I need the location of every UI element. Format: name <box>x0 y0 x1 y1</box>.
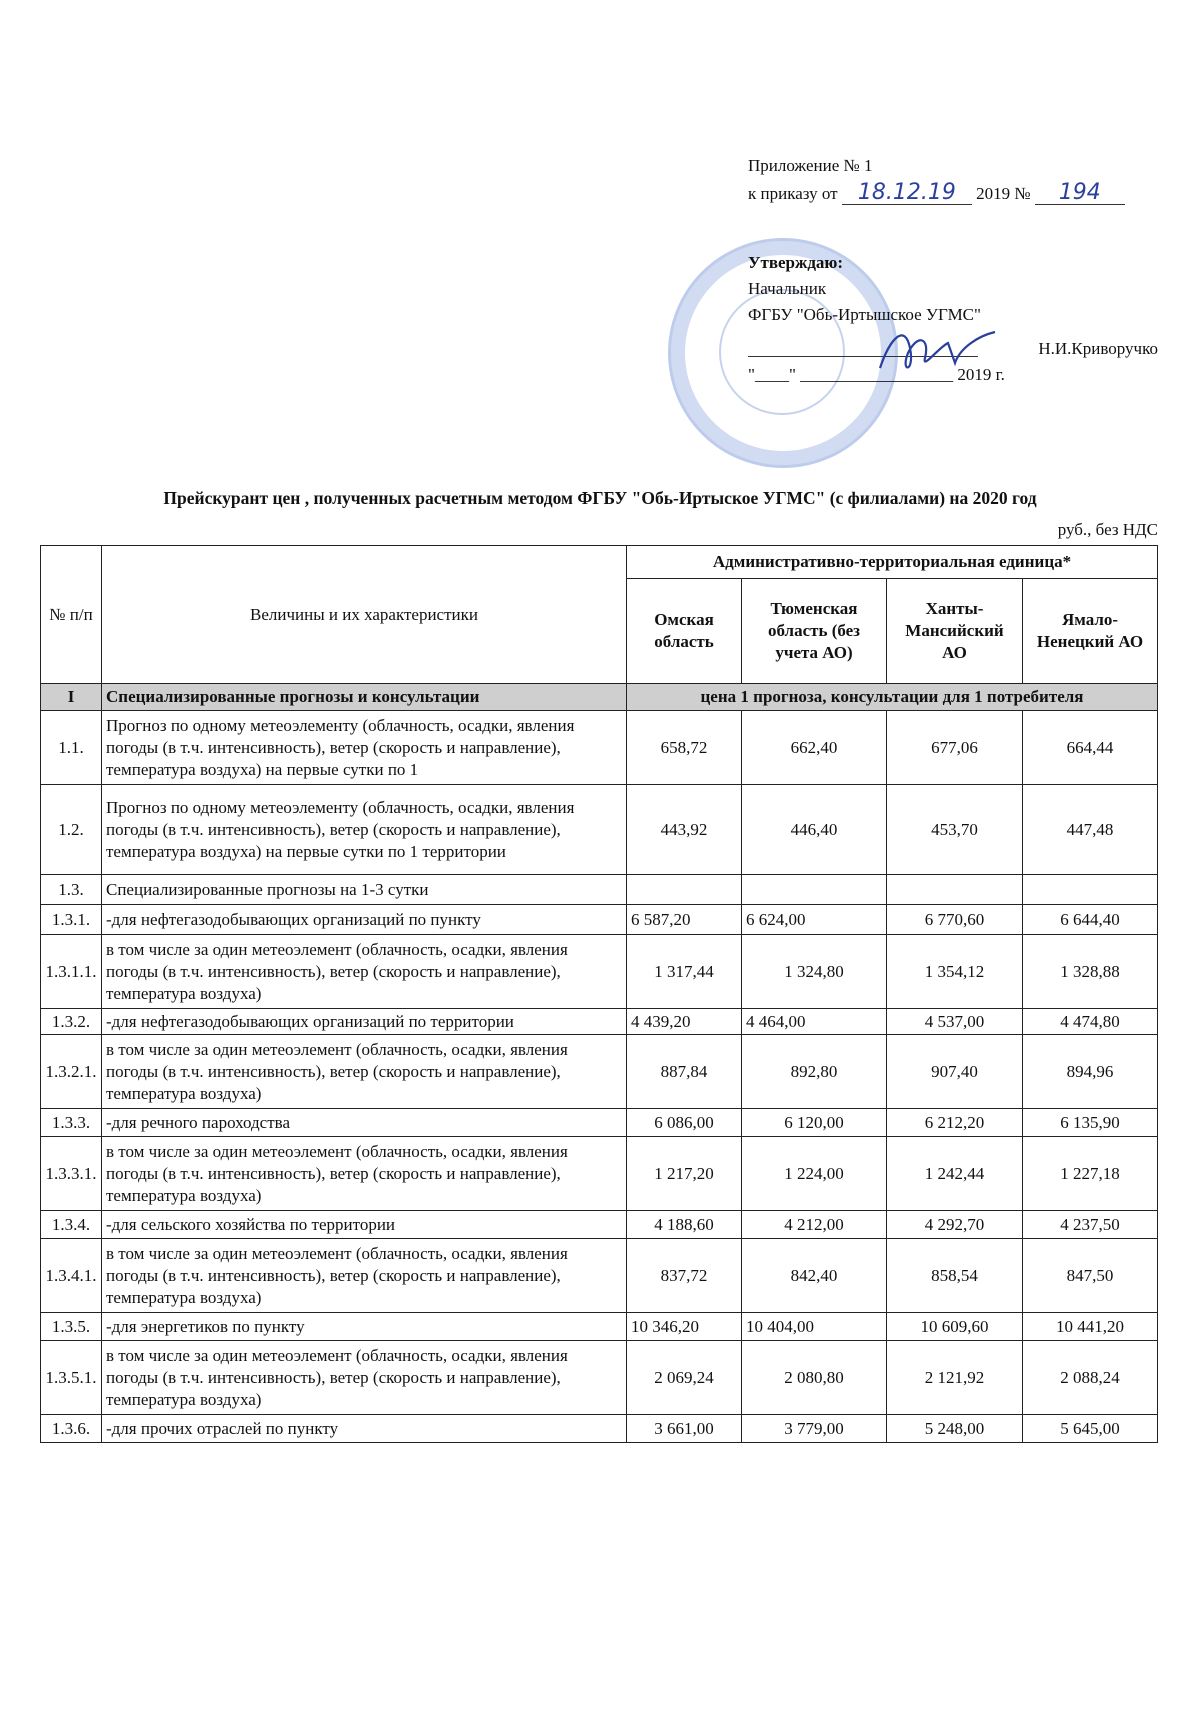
units-note: руб., без НДС <box>1057 520 1158 539</box>
appendix-title: Приложение № 1 <box>748 156 873 175</box>
price-khmao <box>887 875 1023 905</box>
price-tyumen: 4 464,00 <box>742 1009 887 1035</box>
table-row <box>41 935 1158 1009</box>
price-khmao: 5 248,00 <box>887 1415 1023 1443</box>
table-row <box>41 711 1158 785</box>
table-row <box>41 1035 1158 1109</box>
row-description: -для прочих отраслей по пункту <box>102 1415 627 1443</box>
signer-name: Н.И.Криворучко <box>1038 339 1158 358</box>
order-prefix: к приказу от <box>748 184 838 203</box>
price-tyumen: 842,40 <box>742 1239 887 1313</box>
price-yanao: 4 237,50 <box>1023 1211 1158 1239</box>
price-tyumen: 10 404,00 <box>742 1313 887 1341</box>
table-row <box>41 875 1158 905</box>
row-description: -для сельского хозяйства по территории <box>102 1211 627 1239</box>
table-row <box>41 785 1158 875</box>
table-row <box>41 1009 1158 1035</box>
document-title: Прейскурант цен , полученных расчетным методом ФГБУ "Обь-Иртыское УГМС" (с филиалами) на 2020 год <box>163 488 1037 508</box>
row-number: 1.3.5.1. <box>41 1341 102 1415</box>
row-description: в том числе за один метеоэлемент (облачность, осадки, явления погоды (в т.ч. интенсивность), ветер (скорость и направление), температура воздуха) <box>102 1035 627 1109</box>
price-yanao: 5 645,00 <box>1023 1415 1158 1443</box>
header-region-yanao: Ямало-Ненецкий АО <box>1023 579 1158 684</box>
price-tyumen: 3 779,00 <box>742 1415 887 1443</box>
price-yanao: 1 227,18 <box>1023 1137 1158 1211</box>
price-table <box>40 545 1158 1443</box>
table-row <box>41 1239 1158 1313</box>
price-yanao: 847,50 <box>1023 1239 1158 1313</box>
price-khmao: 10 609,60 <box>887 1313 1023 1341</box>
approver-position: Начальник <box>748 279 827 298</box>
price-yanao: 6 644,40 <box>1023 905 1158 935</box>
approval-date-line: "____" __________________ 2019 г. <box>748 365 1005 384</box>
price-tyumen: 2 080,80 <box>742 1341 887 1415</box>
table-row <box>41 1211 1158 1239</box>
row-description: в том числе за один метеоэлемент (облачность, осадки, явления погоды (в т.ч. интенсивность), ветер (скорость и направление), температура воздуха) <box>102 1137 627 1211</box>
row-description: в том числе за один метеоэлемент (облачность, осадки, явления погоды (в т.ч. интенсивность), ветер (скорость и направление), температура воздуха) <box>102 1239 627 1313</box>
price-yanao: 4 474,80 <box>1023 1009 1158 1035</box>
order-number-handwritten: 194 <box>1035 182 1125 205</box>
row-number: 1.3.1. <box>41 905 102 935</box>
price-omsk: 3 661,00 <box>627 1415 742 1443</box>
price-omsk: 4 188,60 <box>627 1211 742 1239</box>
price-omsk: 443,92 <box>627 785 742 875</box>
row-number: 1.3.6. <box>41 1415 102 1443</box>
price-yanao: 664,44 <box>1023 711 1158 785</box>
price-khmao: 2 121,92 <box>887 1341 1023 1415</box>
price-yanao: 2 088,24 <box>1023 1341 1158 1415</box>
row-number: 1.3.4. <box>41 1211 102 1239</box>
row-number: 1.3.5. <box>41 1313 102 1341</box>
row-description: Прогноз по одному метеоэлементу (облачность, осадки, явления погоды (в т.ч. интенсивность), ветер (скорость и направление), температура воздуха) на первые сутки по 1 <box>102 711 627 785</box>
row-number: 1.3.2. <box>41 1009 102 1035</box>
row-number: 1.3.1.1. <box>41 935 102 1009</box>
row-description: -для речного пароходства <box>102 1109 627 1137</box>
header-description: Величины и их характеристики <box>102 546 627 684</box>
header-admin-unit: Административно-территориальная единица* <box>627 546 1158 579</box>
row-number: 1.3.2.1. <box>41 1035 102 1109</box>
price-tyumen: 6 624,00 <box>742 905 887 935</box>
price-khmao: 4 292,70 <box>887 1211 1023 1239</box>
price-omsk: 837,72 <box>627 1239 742 1313</box>
row-description: -для нефтегазодобывающих организаций по территории <box>102 1009 627 1035</box>
price-omsk: 887,84 <box>627 1035 742 1109</box>
order-year: 2019 № <box>976 184 1031 203</box>
row-description: в том числе за один метеоэлемент (облачность, осадки, явления погоды (в т.ч. интенсивность), ветер (скорость и направление), температура воздуха) <box>102 935 627 1009</box>
table-row <box>41 1341 1158 1415</box>
price-omsk: 2 069,24 <box>627 1341 742 1415</box>
price-tyumen: 1 224,00 <box>742 1137 887 1211</box>
price-khmao: 1 242,44 <box>887 1137 1023 1211</box>
table-row <box>41 1109 1158 1137</box>
section-note: цена 1 прогноза, консультации для 1 потребителя <box>627 684 1158 711</box>
price-yanao <box>1023 875 1158 905</box>
price-khmao: 4 537,00 <box>887 1009 1023 1035</box>
price-omsk: 6 587,20 <box>627 905 742 935</box>
price-tyumen <box>742 875 887 905</box>
row-description: Прогноз по одному метеоэлементу (облачность, осадки, явления погоды (в т.ч. интенсивность), ветер (скорость и направление), температура воздуха) на первые сутки по 1 территории <box>102 785 627 875</box>
price-khmao: 1 354,12 <box>887 935 1023 1009</box>
appendix-block <box>748 152 1125 208</box>
section-title: Специализированные прогнозы и консультации <box>102 684 627 711</box>
price-yanao: 6 135,90 <box>1023 1109 1158 1137</box>
price-omsk: 658,72 <box>627 711 742 785</box>
row-number: 1.3. <box>41 875 102 905</box>
row-number: 1.3.3.1. <box>41 1137 102 1211</box>
header-region-omsk: Омская область <box>627 579 742 684</box>
approve-label: Утверждаю: <box>748 253 844 272</box>
row-number: 1.1. <box>41 711 102 785</box>
price-khmao: 907,40 <box>887 1035 1023 1109</box>
price-omsk: 10 346,20 <box>627 1313 742 1341</box>
section-row <box>41 684 1158 711</box>
row-description: -для энергетиков по пункту <box>102 1313 627 1341</box>
row-description: -для нефтегазодобывающих организаций по пункту <box>102 905 627 935</box>
price-omsk <box>627 875 742 905</box>
price-omsk: 1 317,44 <box>627 935 742 1009</box>
row-description: Специализированные прогнозы на 1-3 сутки <box>102 875 627 905</box>
price-yanao: 447,48 <box>1023 785 1158 875</box>
price-omsk: 4 439,20 <box>627 1009 742 1035</box>
price-tyumen: 662,40 <box>742 711 887 785</box>
price-yanao: 1 328,88 <box>1023 935 1158 1009</box>
price-khmao: 6 212,20 <box>887 1109 1023 1137</box>
price-omsk: 6 086,00 <box>627 1109 742 1137</box>
price-khmao: 858,54 <box>887 1239 1023 1313</box>
price-khmao: 677,06 <box>887 711 1023 785</box>
row-number: 1.3.3. <box>41 1109 102 1137</box>
header-number: № п/п <box>41 546 102 684</box>
price-tyumen: 892,80 <box>742 1035 887 1109</box>
table-row <box>41 1415 1158 1443</box>
header-region-khmao: Ханты-Мансийский АО <box>887 579 1023 684</box>
section-number: I <box>41 684 102 711</box>
row-description: в том числе за один метеоэлемент (облачность, осадки, явления погоды (в т.ч. интенсивность), ветер (скорость и направление), температура воздуха) <box>102 1341 627 1415</box>
table-row <box>41 1313 1158 1341</box>
price-omsk: 1 217,20 <box>627 1137 742 1211</box>
approver-organization: ФГБУ "Обь-Иртышское УГМС" <box>748 305 981 324</box>
price-khmao: 6 770,60 <box>887 905 1023 935</box>
price-tyumen: 4 212,00 <box>742 1211 887 1239</box>
price-tyumen: 6 120,00 <box>742 1109 887 1137</box>
row-number: 1.2. <box>41 785 102 875</box>
order-date-handwritten: 18.12.19 <box>842 182 972 205</box>
row-number: 1.3.4.1. <box>41 1239 102 1313</box>
table-row <box>41 1137 1158 1211</box>
header-region-tyumen: Тюменская область (без учета АО) <box>742 579 887 684</box>
table-row <box>41 905 1158 935</box>
price-yanao: 894,96 <box>1023 1035 1158 1109</box>
price-tyumen: 446,40 <box>742 785 887 875</box>
price-yanao: 10 441,20 <box>1023 1313 1158 1341</box>
price-tyumen: 1 324,80 <box>742 935 887 1009</box>
price-khmao: 453,70 <box>887 785 1023 875</box>
handwritten-signature <box>860 318 1000 378</box>
order-line <box>748 180 1125 208</box>
